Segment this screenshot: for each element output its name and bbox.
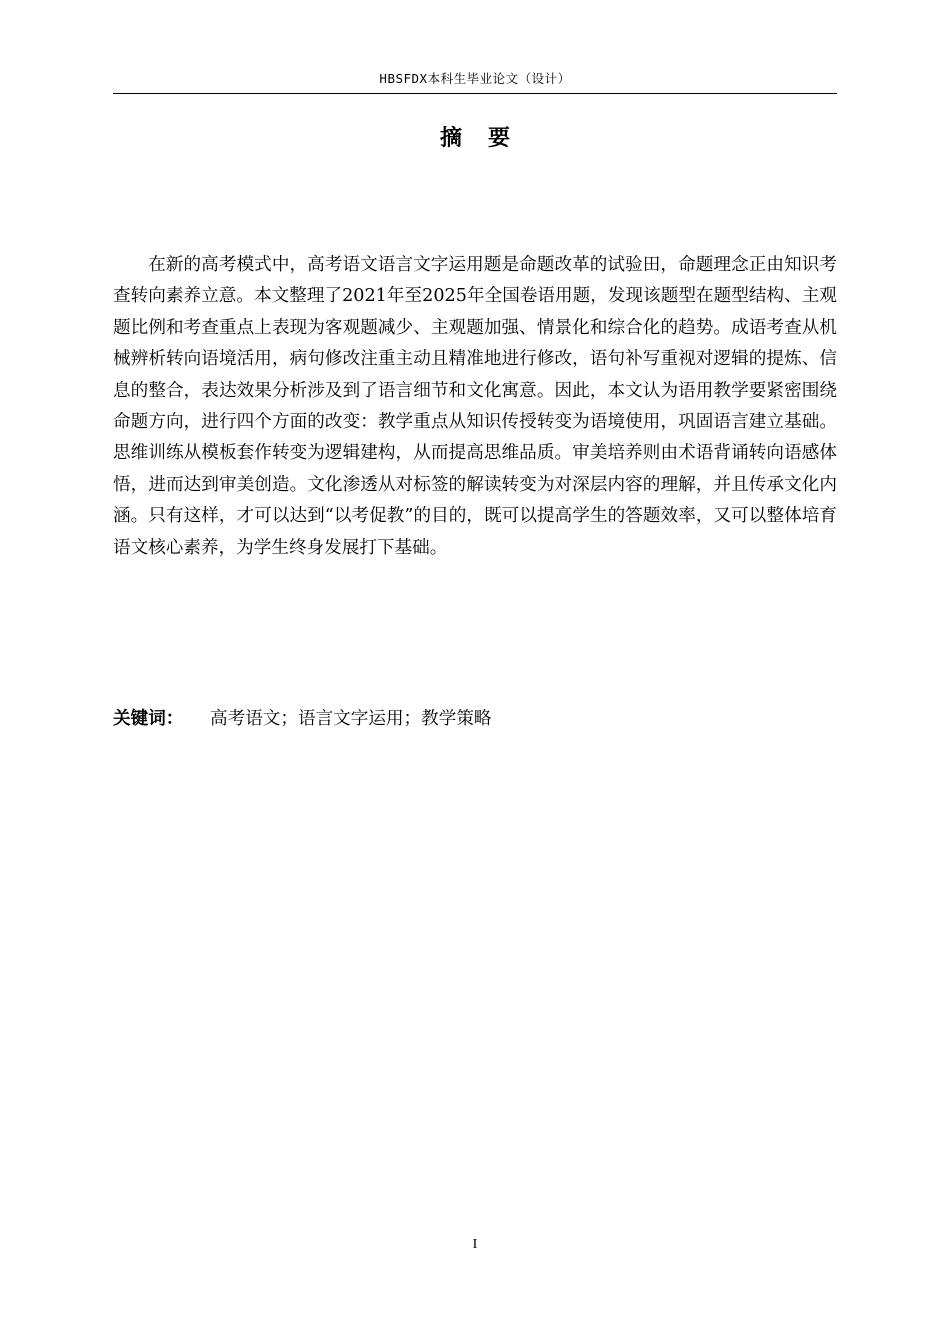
keywords-label: 关键词： — [113, 709, 184, 729]
keywords-block — [113, 705, 492, 733]
header-rule — [113, 93, 837, 94]
page-number: I — [472, 1237, 478, 1252]
page-title: 摘要 — [439, 126, 536, 151]
abstract-paragraph: 在新的高考模式中，高考语文语言文字运用题是命题改革的试验田，命题理念正由知识考查转向素养立意。本文整理了2021年至2025年全国卷语用题，发现该题型在题型结构、主观题比例和考查重点上表现为客观题减少、主观题加强、情景化和综合化的趋势。成语考查从机械辨析转向语境活用，病句修改注重主动且精准地进行修改，语句补写重视对逻辑的提炼、信息的整合，表达效果分析涉及到了语言细节和文化寓意。因此，本文认为语用教学要紧密围绕命题方向，进行四个方面的改变：教学重点从知识传授转变为语境使用，巩固语言建立基础。思维训练从模板套作转变为逻辑建构，从而提高思维品质。审美培养则由术语背诵转向语感体悟，进而达到审美创造。文化渗透从对标签的解读转变为对深层内容的理解，并且传承文化内涵。只有这样，才可以达到“以考促教”的目的，既可以提高学生的答题效率，又可以整体培育语文核心素养，为学生终身发展打下基础。 — [113, 255, 837, 558]
keywords-value: 高考语文；语言文字运用；教学策略 — [210, 709, 492, 729]
running-header: HBSFDX本科生毕业论文（设计） — [379, 71, 571, 86]
